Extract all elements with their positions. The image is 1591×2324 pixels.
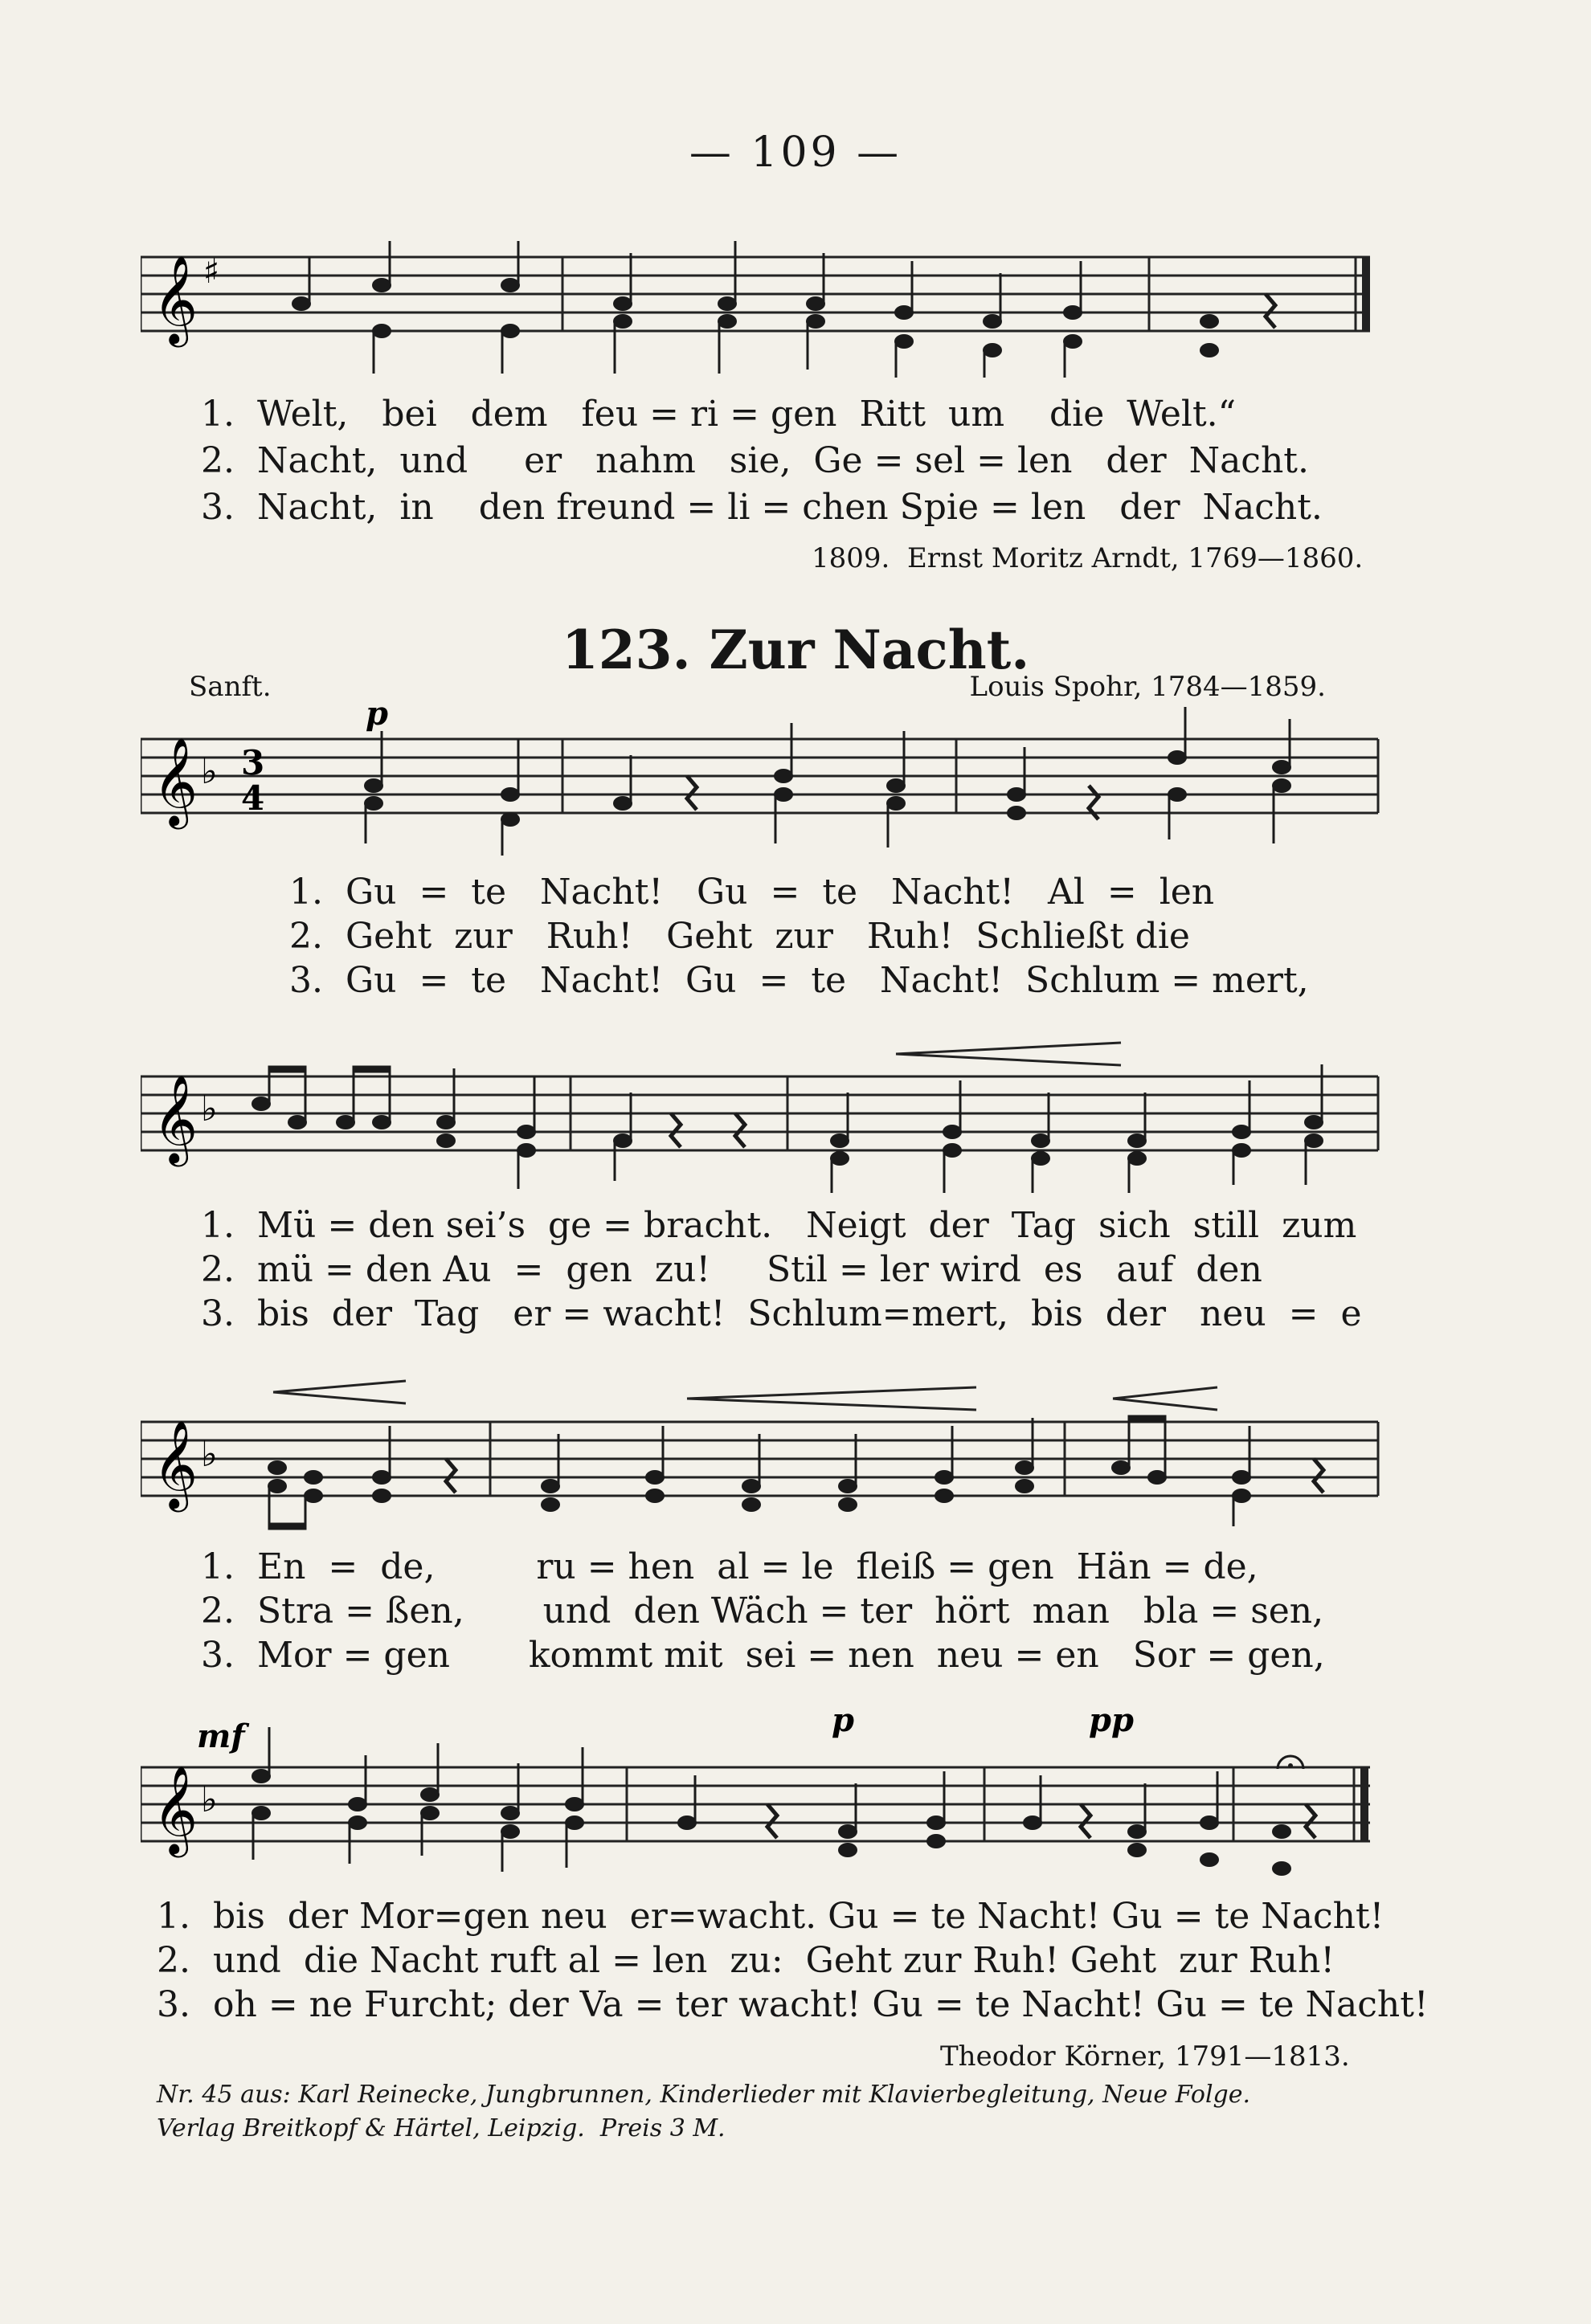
svg-text:𝄞: 𝄞 bbox=[153, 1420, 198, 1509]
lyric-4-line-1: 1. bis der Mor=gen neu er=wacht. Gu = te Nacht! Gu = te Nacht! bbox=[157, 1896, 1384, 1937]
dynamic-mf: mf bbox=[197, 1717, 245, 1755]
music-staff-1 bbox=[141, 707, 1394, 860]
song-title: 123. Zur Nacht. bbox=[561, 619, 1030, 681]
lyric-3-line-3: 3. Mor = gen kommt mit sei = nen neu = en Sor = gen, bbox=[201, 1635, 1325, 1676]
music-staff-4 bbox=[141, 1711, 1394, 1880]
svg-text:𝄞: 𝄞 bbox=[153, 255, 198, 344]
svg-text:♭: ♭ bbox=[201, 1779, 218, 1820]
page-number: — 109 — bbox=[689, 129, 902, 177]
lyric-1-line-3: 3. Gu = te Nacht! Gu = te Nacht! Schlum = mert, bbox=[289, 960, 1309, 1001]
dynamic-p: p bbox=[832, 1711, 854, 1739]
lyric-3-line-1: 1. En = de, ru = hen al = le fleiß = gen Hän = de, bbox=[201, 1546, 1258, 1587]
dynamic-pp: pp bbox=[1089, 1711, 1134, 1739]
dynamic-p: p bbox=[366, 707, 388, 733]
prev-lyric-line-1: 1. Welt, bei dem feu = ri = gen Ritt um die Welt.“ bbox=[201, 394, 1237, 435]
tempo-marking: Sanft. bbox=[189, 671, 272, 703]
svg-text:♭: ♭ bbox=[201, 751, 218, 792]
svg-text:4: 4 bbox=[241, 778, 265, 818]
composer: Louis Spohr, 1784—1859. bbox=[969, 671, 1326, 703]
prev-lyric-line-2: 2. Nacht, und er nahm sie, Ge = sel = len der Nacht. bbox=[201, 440, 1309, 481]
lyricist-credit: Theodor Körner, 1791—1813. bbox=[940, 2040, 1350, 2073]
footnote-line-1: Nr. 45 aus: Karl Reinecke, Jungbrunnen, Kinderlieder mit Klavierbegleitung, Neue Folge. bbox=[157, 2081, 1251, 2109]
lyric-4-line-2: 2. und die Nacht ruft al = len zu: Geht zur Ruh! Geht zur Ruh! bbox=[157, 1940, 1335, 1981]
prev-lyric-line-3: 3. Nacht, in den freund = li = chen Spie = len der Nacht. bbox=[201, 487, 1323, 528]
lyric-1-line-2: 2. Geht zur Ruh! Geht zur Ruh! Schließt die bbox=[289, 916, 1190, 957]
svg-text:𝄞: 𝄞 bbox=[153, 1075, 198, 1163]
lyric-4-line-3: 3. oh = ne Furcht; der Va = ter wacht! Gu = te Nacht! Gu = te Nacht! bbox=[157, 1984, 1429, 2025]
svg-text:♯: ♯ bbox=[203, 251, 220, 291]
music-staff-prev bbox=[141, 241, 1394, 378]
svg-text:♭: ♭ bbox=[201, 1434, 218, 1475]
lyric-2-line-1: 1. Mü = den sei’s ge = bracht. Neigt der Tag sich still zum bbox=[201, 1205, 1357, 1246]
lyric-2-line-2: 2. mü = den Au = gen zu! Stil = ler wird es auf den bbox=[201, 1249, 1262, 1290]
music-staff-3 bbox=[141, 1370, 1394, 1530]
svg-text:♭: ♭ bbox=[201, 1088, 218, 1129]
prev-song-credit: 1809. Ernst Moritz Arndt, 1769—1860. bbox=[812, 542, 1364, 574]
svg-text:𝄞: 𝄞 bbox=[153, 737, 198, 826]
music-staff-2 bbox=[141, 1036, 1394, 1197]
footnote-line-2: Verlag Breitkopf & Härtel, Leipzig. Preis 3 M. bbox=[157, 2114, 726, 2142]
lyric-2-line-3: 3. bis der Tag er = wacht! Schlum=mert, bis der neu = e bbox=[201, 1293, 1362, 1334]
svg-text:𝄞: 𝄞 bbox=[153, 1766, 198, 1854]
lyric-3-line-2: 2. Stra = ßen, und den Wäch = ter hört man bla = sen, bbox=[201, 1591, 1324, 1632]
lyric-1-line-1: 1. Gu = te Nacht! Gu = te Nacht! Al = len bbox=[289, 872, 1215, 913]
svg-text:3: 3 bbox=[241, 743, 265, 782]
